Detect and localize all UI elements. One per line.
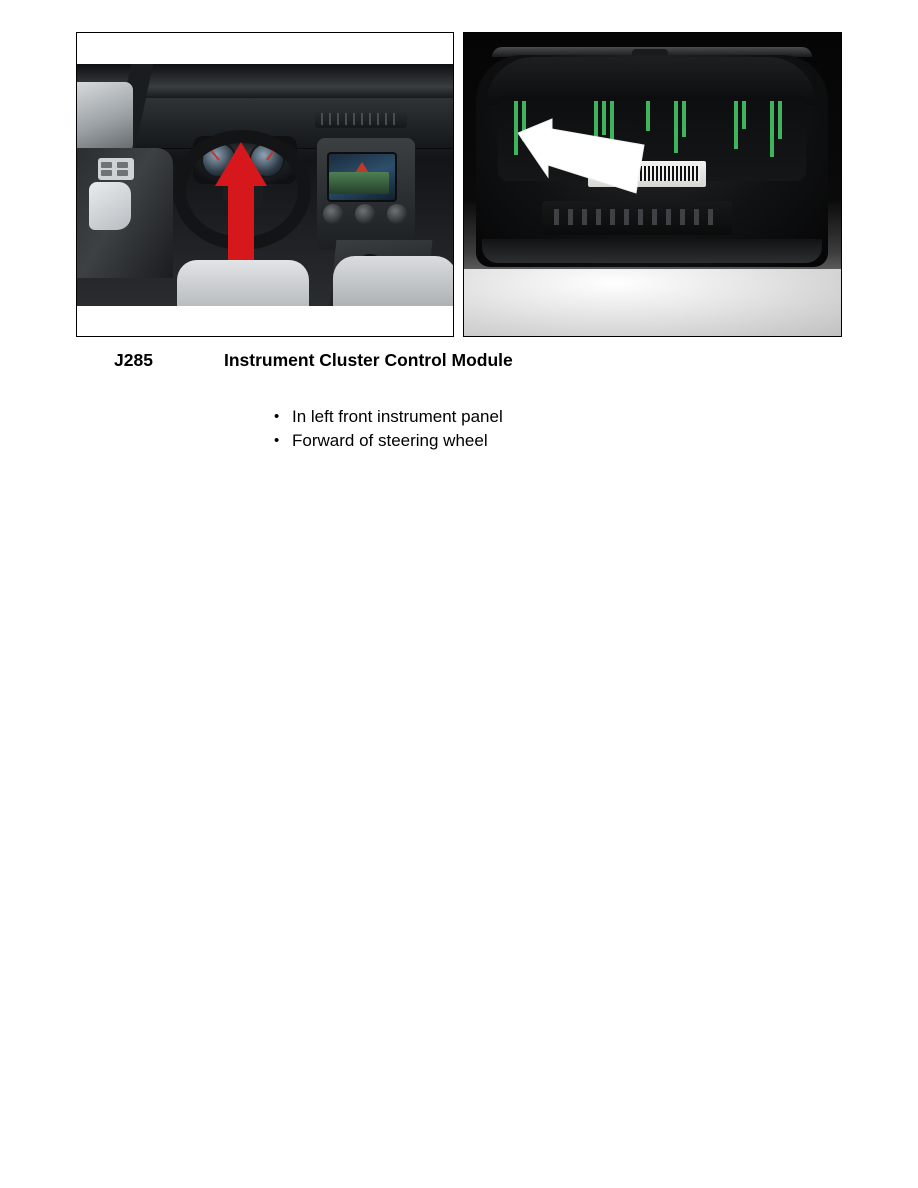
table-surface-glare: [464, 269, 841, 336]
location-notes: [272, 405, 792, 453]
list-item: • In left front instrument panel: [272, 405, 792, 429]
component-code: J285: [114, 350, 153, 370]
passenger-seat: [333, 256, 453, 306]
white-arrow-annotation-icon: [518, 117, 650, 195]
cluster-connector: [542, 201, 732, 235]
screen-lower-display: [329, 172, 389, 194]
interior-image: [77, 64, 453, 306]
component-title: Instrument Cluster Control Module: [224, 350, 513, 370]
cluster-bottom-rail: [482, 239, 822, 263]
figure-row: [76, 32, 842, 337]
window-switch-panel: [98, 158, 134, 180]
climate-control-knobs: [323, 204, 407, 228]
door-handle: [89, 182, 131, 230]
red-arrow-annotation-icon: [215, 142, 267, 260]
instrument-cluster-photo: [463, 32, 842, 337]
left-window: [77, 82, 133, 154]
driver-seat: [177, 260, 309, 306]
center-air-vents: [315, 110, 407, 128]
vehicle-interior-photo: [76, 32, 454, 337]
figure-caption: [114, 350, 814, 374]
list-item: • Forward of steering wheel: [272, 429, 792, 453]
cluster-image: [464, 33, 841, 336]
